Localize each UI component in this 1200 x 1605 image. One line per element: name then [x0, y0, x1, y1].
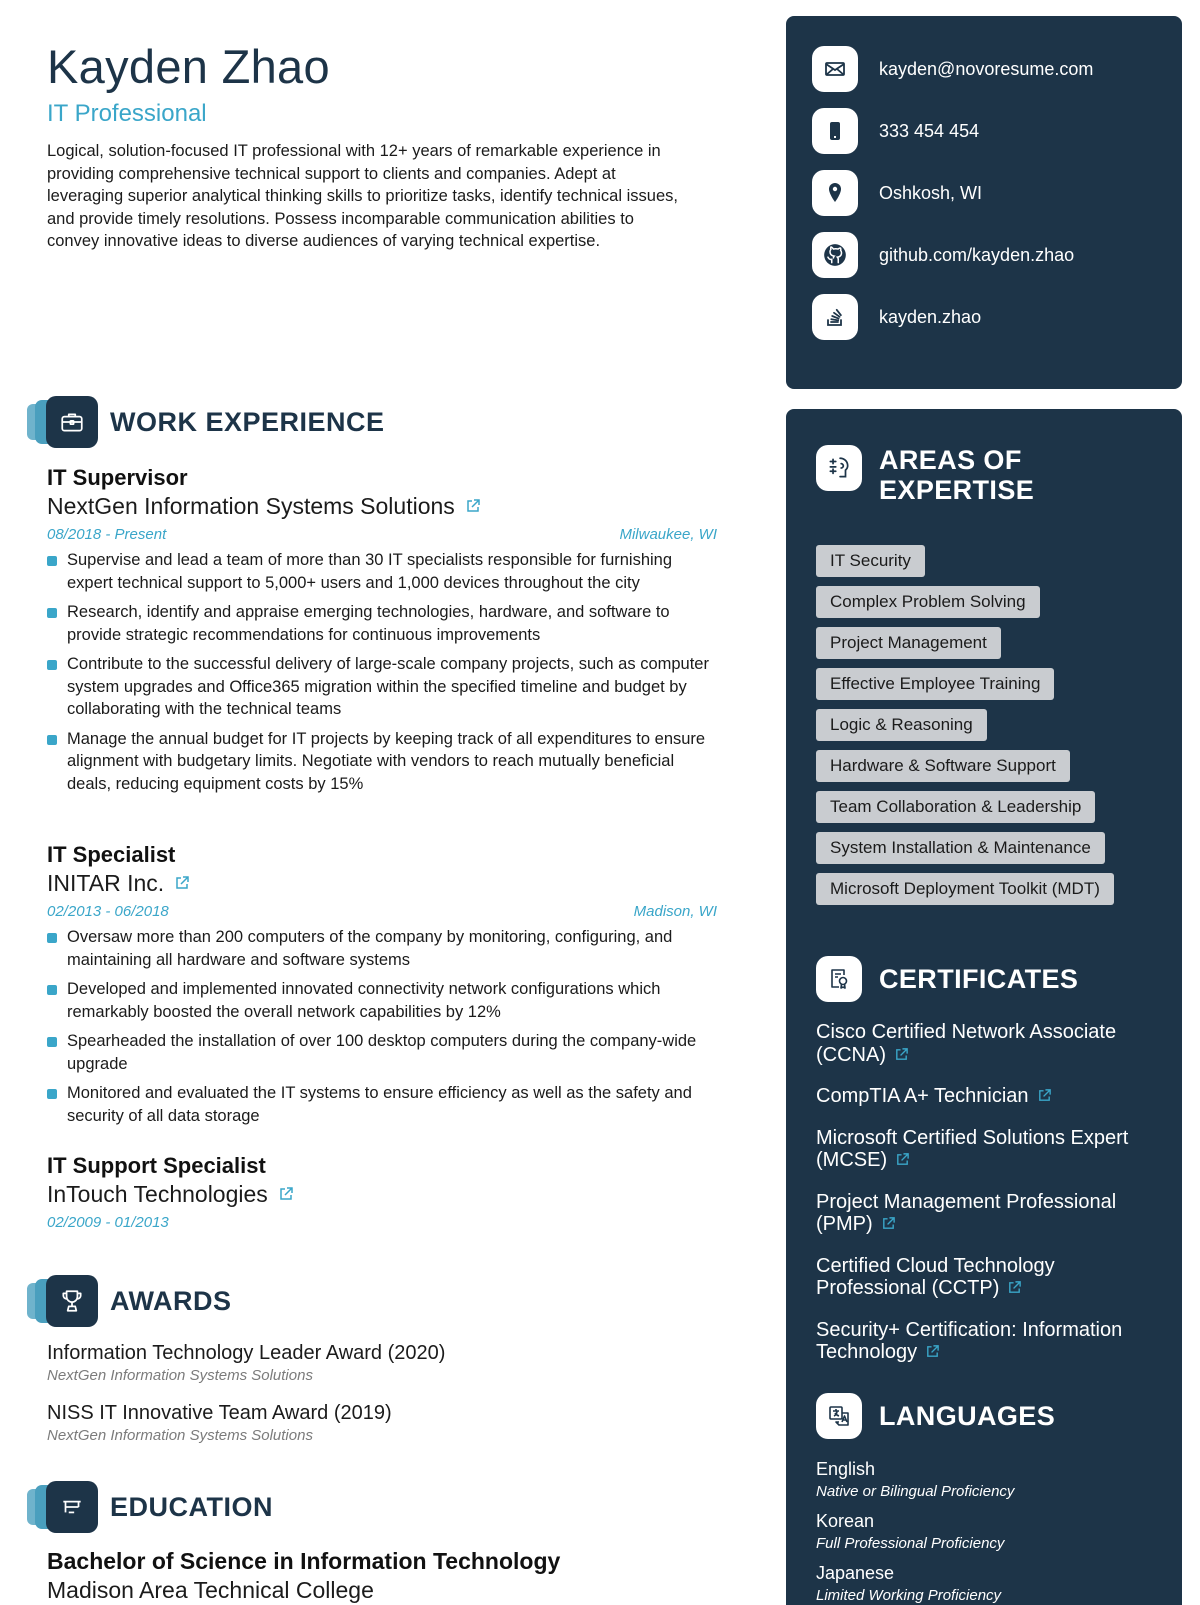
- skill-tag: System Installation & Maintenance: [816, 832, 1105, 864]
- company-name: INITAR Inc.: [47, 870, 165, 896]
- languages-list: [816, 1459, 1161, 1605]
- certificate-item[interactable]: [816, 1191, 1161, 1237]
- certificate-item[interactable]: [816, 1319, 1161, 1365]
- job-company: [47, 493, 717, 520]
- awards-title: AWARDS: [110, 1285, 232, 1316]
- language-name: English: [816, 1459, 876, 1479]
- bullet-item: Oversaw more than 200 computers of the company by monitoring, configuring, and maintaining all hardware and software systems: [47, 926, 717, 971]
- bullet-item: Monitored and evaluated the IT systems to ensure efficiency as well as the safety and security of all data storage: [47, 1082, 717, 1127]
- certificate-icon: [816, 956, 862, 1002]
- email-text: kayden@novoresume.com: [879, 58, 1094, 79]
- bullet-item: Research, identify and appraise emerging technologies, hardware, and software to provide strategic recommendations for continuous improvements: [47, 601, 717, 646]
- job-entry: [47, 842, 717, 1134]
- education-heading: [27, 1481, 273, 1533]
- stack-overflow-icon: [812, 294, 858, 340]
- job-meta: [47, 903, 717, 920]
- language-item: [816, 1563, 1161, 1604]
- job-meta: [47, 1214, 717, 1231]
- certificate-item[interactable]: [816, 1127, 1161, 1173]
- certificate-name: Cisco Certified Network Associate: [816, 1021, 1117, 1043]
- certificate-item[interactable]: [816, 1021, 1161, 1067]
- job-dates: 02/2009 - 01/2013: [47, 1214, 169, 1231]
- skill-tag: Logic & Reasoning: [816, 709, 987, 741]
- award-org: NextGen Information Systems Solutions: [47, 1367, 313, 1384]
- phone-icon: [812, 108, 858, 154]
- stackoverflow-text: kayden.zhao: [879, 306, 982, 327]
- section-badge: [27, 396, 99, 448]
- certificate-name: Security+ Certification: Information: [816, 1318, 1123, 1341]
- contact-stackoverflow[interactable]: [812, 294, 981, 340]
- trophy-icon: [46, 1275, 98, 1327]
- languages-heading: [816, 1393, 1055, 1439]
- job-bullets: [47, 926, 717, 1127]
- bullet-item: Spearheaded the installation of over 100 desktop computers during the company-wide upgrade: [47, 1030, 717, 1075]
- section-badge: [27, 1481, 99, 1533]
- external-link-icon[interactable]: [895, 1150, 910, 1173]
- certificates-title: CERTIFICATES: [879, 964, 1079, 994]
- certificate-name: Microsoft Certified Solutions Expert: [816, 1126, 1129, 1149]
- skill-tag: Microsoft Deployment Toolkit (MDT): [816, 873, 1114, 905]
- bullet-item: Manage the annual budget for IT projects by keeping track of all expenditures to ensure alignment with budgetary limits. Negotiate with vendors to reach mutually beneficial deals, reducing equipment costs by 15%: [47, 728, 717, 796]
- certificate-name: CompTIA A+ Technician: [816, 1085, 1029, 1107]
- job-bullets: [47, 549, 717, 795]
- language-item: [816, 1511, 1161, 1552]
- expertise-title-line1: AREAS OF: [879, 445, 1022, 475]
- graduation-icon: [46, 1481, 98, 1533]
- external-link-icon[interactable]: [925, 1342, 940, 1365]
- award-title: NISS IT Innovative Team Award (2019): [47, 1402, 392, 1424]
- map-pin-icon: [812, 170, 858, 216]
- briefcase-icon: [46, 396, 98, 448]
- award-entry: [47, 1342, 445, 1384]
- bullet-item: Supervise and lead a team of more than 30 IT specialists responsible for furnishing expert technical support to 5,000+ users and 1,000 devices throughout the city: [47, 549, 717, 594]
- job-title: IT Specialist: [47, 842, 176, 867]
- external-link-icon[interactable]: [465, 493, 481, 520]
- degree: Bachelor of Science in Information Technology: [47, 1548, 561, 1574]
- certificate-item[interactable]: [816, 1255, 1161, 1301]
- certificates-heading: [816, 956, 1078, 1002]
- job-entry: [47, 1153, 717, 1231]
- job-title: IT Supervisor: [47, 465, 188, 490]
- award-title: Information Technology Leader Award (2020): [47, 1342, 446, 1364]
- certificate-name-cont: Professional (CCTP): [816, 1277, 1000, 1299]
- contact-panel: [786, 16, 1182, 389]
- certificate-name-cont: Technology: [816, 1341, 918, 1363]
- location-text: Oshkosh, WI: [879, 182, 983, 203]
- job-company: [47, 870, 717, 897]
- award-entry: [47, 1402, 392, 1444]
- school: Madison Area Technical College: [47, 1577, 374, 1603]
- section-badge: [27, 1275, 99, 1327]
- external-link-icon[interactable]: [1007, 1278, 1022, 1301]
- language-level: Full Professional Proficiency: [816, 1535, 1005, 1552]
- expertise-title: [879, 445, 1034, 505]
- skill-tag: Hardware & Software Support: [816, 750, 1070, 782]
- language-name: Japanese: [816, 1563, 895, 1583]
- contact-location: [812, 170, 982, 216]
- candidate-title: IT Professional: [47, 100, 207, 128]
- github-icon: [812, 232, 858, 278]
- job-location: Madison, WI: [633, 903, 717, 920]
- language-name: Korean: [816, 1511, 875, 1531]
- bullet-item: Developed and implemented innovated connectivity network configurations which remarkably boosted the overall network capabilities by 12%: [47, 978, 717, 1023]
- summary-paragraph: Logical, solution-focused IT professional with 12+ years of remarkable experience in providing comprehensive technical support to clients and companies. Adept at leveraging superior analytical thinking skills to prioritize tasks, identify technical issues, and provide timely resolutions. Possess incomparable communication abilities to convey innovative ideas to diverse audiences of varying technical expertise.: [47, 142, 678, 251]
- education-title: EDUCATION: [110, 1491, 273, 1522]
- certificate-name: Project Management Professional: [816, 1190, 1117, 1213]
- certificate-name-cont: (PMP): [816, 1213, 873, 1235]
- skill-tag: Project Management: [816, 627, 1001, 659]
- job-company: [47, 1181, 717, 1208]
- job-location: Milwaukee, WI: [619, 526, 717, 543]
- language-item: [816, 1459, 1161, 1500]
- certificate-name-cont: (CCNA): [816, 1043, 886, 1066]
- resume-header: [47, 40, 727, 253]
- certificate-name: Certified Cloud Technology: [816, 1254, 1055, 1277]
- languages-title: LANGUAGES: [879, 1401, 1056, 1431]
- award-org: NextGen Information Systems Solutions: [47, 1427, 313, 1444]
- external-link-icon[interactable]: [1037, 1086, 1052, 1109]
- certificates-list: [816, 1021, 1161, 1383]
- job-title: IT Support Specialist: [47, 1153, 266, 1178]
- skill-tag: Effective Employee Training: [816, 668, 1054, 700]
- skill-tag: Team Collaboration & Leadership: [816, 791, 1095, 823]
- job-dates: 08/2018 - Present: [47, 526, 167, 543]
- company-name: NextGen Information Systems Solutions: [47, 493, 455, 519]
- brain-icon: [816, 445, 862, 491]
- side-panel: [786, 409, 1182, 1605]
- external-link-icon[interactable]: [894, 1045, 909, 1068]
- job-entry: [47, 465, 717, 802]
- envelope-icon: [812, 46, 858, 92]
- job-dates: 02/2013 - 06/2018: [47, 903, 169, 920]
- education-entry: [47, 1548, 560, 1604]
- external-link-icon[interactable]: [881, 1214, 896, 1237]
- candidate-name: Kayden Zhao: [47, 40, 330, 93]
- skill-tag: Complex Problem Solving: [816, 586, 1040, 618]
- language-level: Native or Bilingual Proficiency: [816, 1483, 1015, 1500]
- translate-icon: [816, 1393, 862, 1439]
- github-text: github.com/kayden.zhao: [879, 244, 1075, 265]
- work-experience-title: WORK EXPERIENCE: [110, 406, 385, 437]
- language-level: Limited Working Proficiency: [816, 1587, 1002, 1604]
- phone-text: 333 454 454: [879, 120, 980, 141]
- awards-heading: [27, 1275, 232, 1327]
- certificate-name-cont: (MCSE): [816, 1149, 888, 1171]
- contact-phone[interactable]: [812, 108, 979, 154]
- external-link-icon[interactable]: [278, 1181, 294, 1208]
- company-name: InTouch Technologies: [47, 1181, 268, 1207]
- expertise-title-line2: EXPERTISE: [879, 475, 1035, 505]
- certificate-item[interactable]: [816, 1085, 1161, 1109]
- skill-tag: IT Security: [816, 545, 925, 577]
- bullet-item: Contribute to the successful delivery of large-scale company projects, such as computer system upgrades and Office365 migration within the specified timeline and budget by collaborating with the technical teams: [47, 653, 717, 721]
- skills-list: [816, 545, 1166, 914]
- contact-github[interactable]: [812, 232, 1074, 278]
- work-experience-heading: [27, 396, 385, 448]
- external-link-icon[interactable]: [174, 870, 190, 897]
- contact-email[interactable]: [812, 46, 1093, 92]
- job-meta: [47, 526, 717, 543]
- expertise-heading: [816, 445, 1034, 505]
